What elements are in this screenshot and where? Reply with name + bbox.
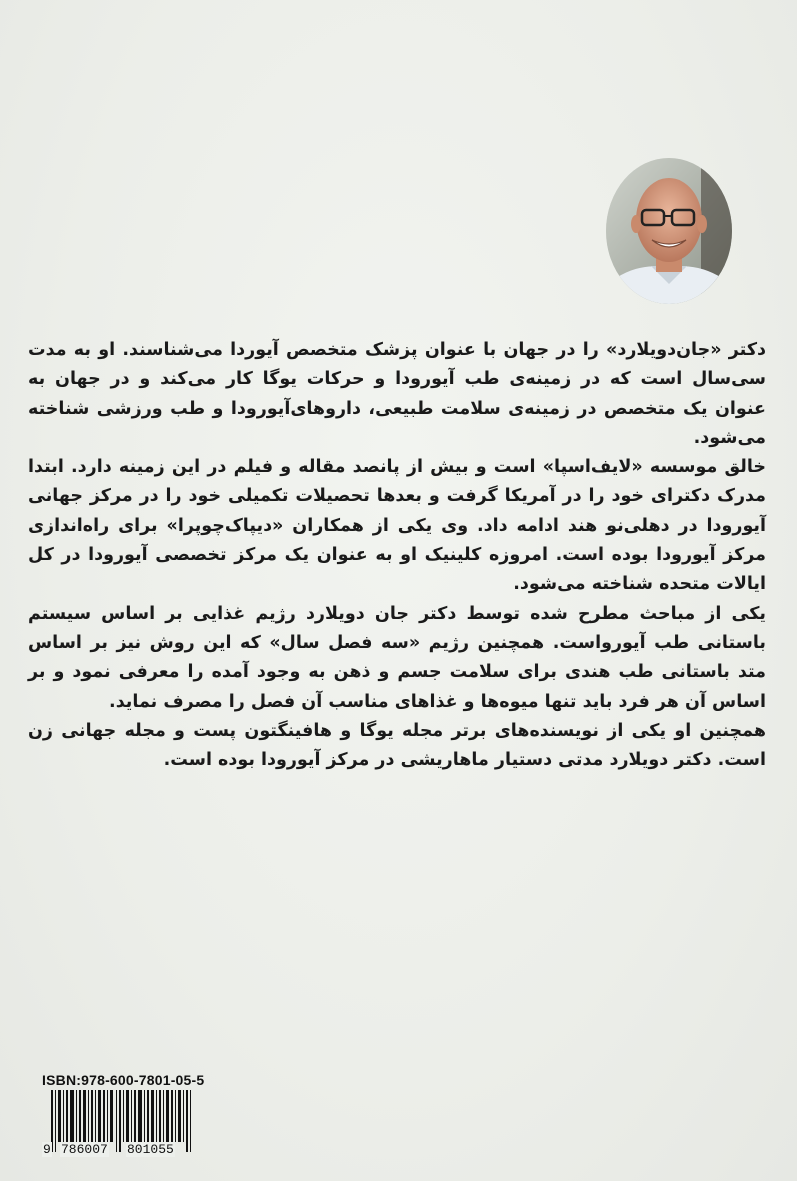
author-portrait-image — [606, 158, 732, 304]
bio-paragraph: یکی از مباحث مطرح شده توسط دکتر جان دویلارد رژیم غذایی بر اساس سیستم باستانی طب آیورواست. همچنین رژیم «سه فصل سال» که این روش نیز بر اساس متد باستانی طب هندی برای سلامت جسم و ذهن به وجود آمده را معرفی نمود و بر اساس آن هر فرد باید تنها میوه‌ها و غذاهای مناسب آن فصل را مصرف نماید. — [28, 603, 766, 712]
bio-paragraph: دکتر «جان‌دویلارد» را در جهان با عنوان پزشک متخصص آیوردا می‌شناسند. او به مدت سی‌سال است که در زمینه‌ی طب آیورودا و حرکات یوگا کار می‌کند و در جهان به عنوان یک متخصص در زمینه‌ی سلامت طبیعی، داروهای‌آیورودا و طب ورزشی شناخته می‌شود. — [28, 340, 766, 448]
bio-paragraph: خالق موسسه «لایف‌اسپا» است و بیش از پانصد مقاله و فیلم در این زمینه دارد. ابتدا مدرک دکترای خود را در آمریکا گرفت و بعدها تحصیلات تکمیلی خود را در مرکز جهانی آیورودا در دهلی‌نو هند ادامه داد. وی یکی از همکاران «دیپاک‌چوپرا» برای راه‌اندازی مرکز آیورودا بوده است. امروزه کلینیک او به عنوان یک مرکز تخصصی آیورودا در کل ایالات متحده شناخته می‌شود. — [28, 457, 766, 595]
barcode-digits-right: 801055 — [127, 1142, 174, 1157]
barcode-digits-left: 786007 — [61, 1142, 108, 1157]
barcode-digit-lead: 9 — [43, 1142, 51, 1157]
bio-paragraph: همچنین او یکی از نویسنده‌های برتر مجله یوگا و هافینگتون پست و مجله جهانی زن است. دکتر دویلارد مدتی دستیار ماهاریشی در مرکز آیورودا بوده است. — [28, 720, 766, 771]
author-biography — [28, 336, 766, 775]
author-photo — [606, 158, 732, 304]
isbn-label: ISBN:978-600-7801-05-5 — [42, 1072, 205, 1088]
